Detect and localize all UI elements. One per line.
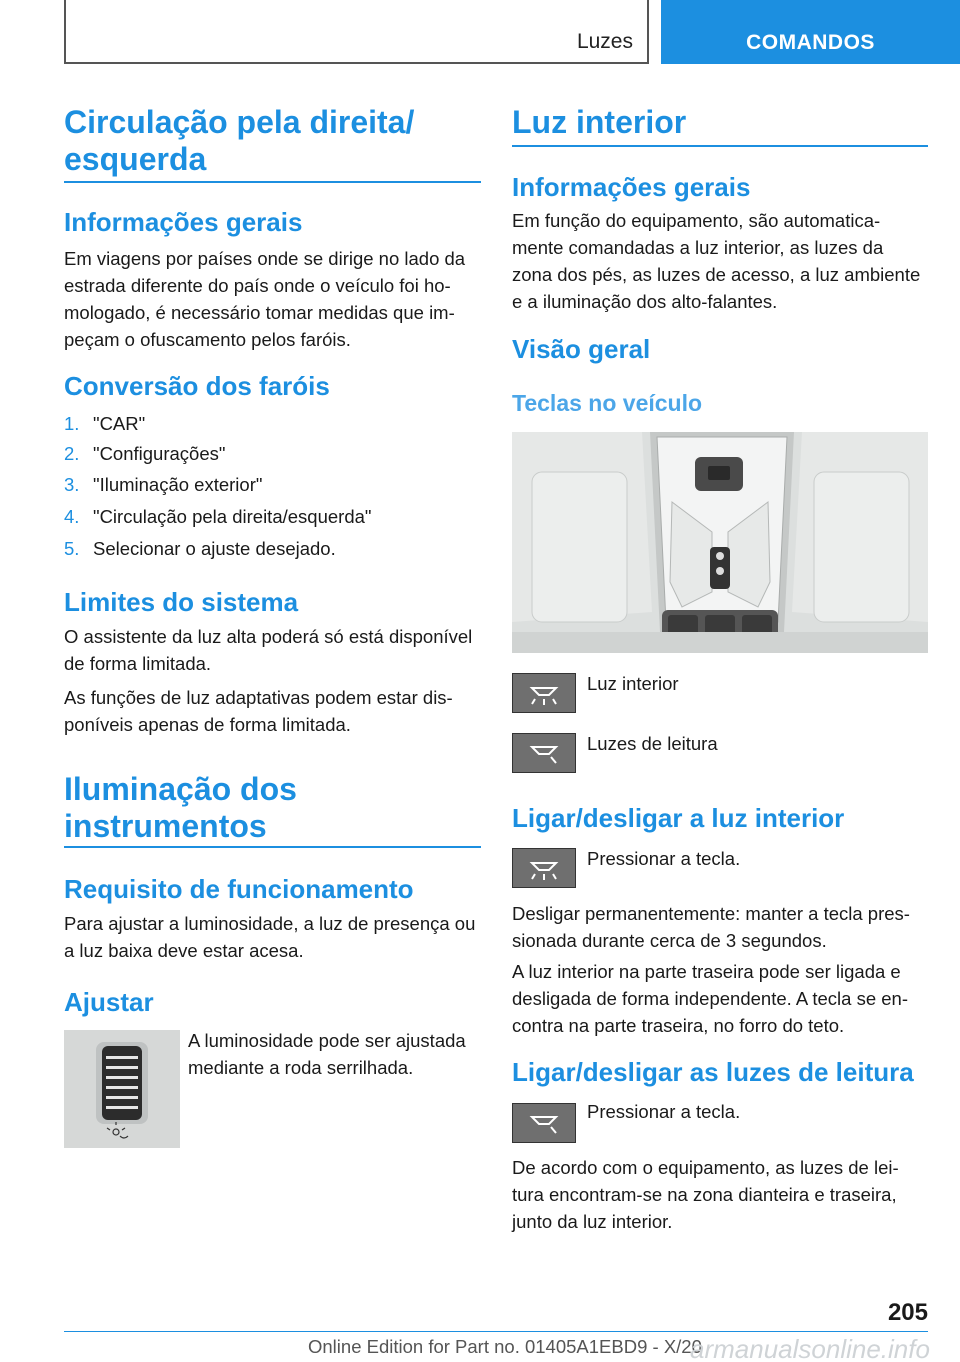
footer-edition: Online Edition for Part no. 01405A1EBD9 - X/20	[308, 1336, 702, 1357]
paragraph-limits-1	[64, 623, 472, 677]
section-title-instrument-lighting	[64, 771, 297, 845]
list-item	[64, 410, 145, 437]
text-line: peçam o ofuscamento pelos faróis.	[64, 329, 351, 350]
page-number: 205	[887, 1299, 928, 1326]
footer-rule	[64, 1331, 928, 1332]
list-number: 4.	[64, 506, 80, 527]
text-line: O assistente da luz alta poderá só está disponível	[64, 626, 473, 647]
watermark: armanualsonline.info	[690, 1334, 930, 1362]
list-item	[64, 471, 262, 498]
text-line: Em viagens por países onde se dirige no lado da	[64, 248, 466, 269]
instruction-press-key: Pressionar a tecla.	[587, 1101, 741, 1122]
paragraph-toggle-reading	[512, 1154, 899, 1235]
heading-toggle-interior: Ligar/desligar a luz interior	[512, 803, 845, 833]
dome-light-icon	[512, 673, 576, 713]
title-rule	[512, 145, 928, 147]
list-number: 2.	[64, 443, 80, 464]
text-line: sionada durante cerca de 3 segundos.	[512, 930, 827, 951]
text-line: contra na parte traseira, no forro do teto.	[512, 1015, 845, 1036]
list-item	[64, 535, 336, 562]
heading-general-info-right: Informações gerais	[512, 172, 751, 202]
paragraph-general-info	[64, 245, 465, 353]
icon-label-interior: Luz interior	[587, 673, 679, 694]
section-title-interior-light: Luz interior	[512, 104, 687, 140]
list-number: 1.	[64, 413, 80, 434]
text-line: Para ajustar a luminosidade, a luz de presença ou	[64, 913, 476, 934]
title-line: Iluminação dos	[64, 771, 297, 807]
paragraph-requirement	[64, 910, 475, 964]
heading-adjust: Ajustar	[64, 987, 154, 1017]
text-line: mologado, é necessário tomar medidas que im-	[64, 302, 455, 323]
instruction-press-key: Pressionar a tecla.	[587, 848, 741, 869]
text-line: tura encontram-se na zona dianteira e traseira,	[512, 1184, 897, 1205]
text-line: e a iluminação dos alto-falantes.	[512, 291, 778, 312]
header-chapter-title: COMANDOS	[746, 31, 875, 54]
text-line: poníveis apenas de forma limitada.	[64, 714, 351, 735]
text-line: As funções de luz adaptativas podem estar dis-	[64, 687, 453, 708]
text-line: de forma limitada.	[64, 653, 212, 674]
text-line: A luz interior na parte traseira pode ser ligada e	[512, 961, 901, 982]
text-line: Desligar permanentemente: manter a tecla pres-	[512, 903, 910, 924]
text-line: A luminosidade pode ser ajustada	[188, 1030, 466, 1051]
text-line: mediante a roda serrilhada.	[188, 1057, 414, 1078]
title-rule	[64, 846, 481, 848]
list-text: "Circulação pela direita/esquerda"	[93, 506, 372, 527]
heading-overview: Visão geral	[512, 334, 651, 364]
list-text: "CAR"	[93, 413, 146, 434]
paragraph-toggle-interior-2	[512, 958, 908, 1039]
text-line: estrada diferente do país onde o veículo foi ho-	[64, 275, 451, 296]
heading-requirement: Requisito de funcionamento	[64, 874, 414, 904]
section-title-driving-side	[64, 104, 414, 178]
heading-general-info: Informações gerais	[64, 207, 303, 237]
title-line: Circulação pela direita/	[64, 104, 415, 140]
text-line: a luz baixa deve estar acesa.	[64, 940, 304, 961]
reading-light-icon	[512, 733, 576, 773]
header-chapter-tab	[661, 0, 960, 64]
paragraph-limits-2	[64, 684, 453, 738]
dimmer-wheel-icon	[64, 1030, 180, 1148]
dome-light-icon	[512, 848, 576, 888]
paragraph-toggle-interior-1	[512, 900, 910, 954]
list-number: 3.	[64, 474, 80, 495]
list-text: Selecionar o ajuste desejado.	[93, 538, 336, 559]
overhead-console-image	[512, 432, 928, 653]
text-line: zona dos pés, as luzes de acesso, a luz ambiente	[512, 264, 921, 285]
title-line: esquerda	[64, 141, 207, 177]
text-line: junto da luz interior.	[512, 1211, 673, 1232]
text-line: mente comandadas a luz interior, as luzes da	[512, 237, 884, 258]
list-item	[64, 440, 225, 467]
header-section-title: Luzes	[576, 30, 633, 53]
paragraph-general-info-right	[512, 207, 920, 315]
reading-light-icon	[512, 1103, 576, 1143]
heading-headlight-conversion: Conversão dos faróis	[64, 371, 330, 401]
header-section-box	[64, 0, 649, 64]
text-line: Em função do equipamento, são automatica-	[512, 210, 881, 231]
heading-toggle-reading: Ligar/desligar as luzes de leitura	[512, 1057, 914, 1087]
paragraph-adjust	[188, 1027, 466, 1081]
title-rule	[64, 181, 481, 183]
text-line: De acordo com o equipamento, as luzes de lei-	[512, 1157, 899, 1178]
heading-buttons-in-vehicle: Teclas no veículo	[512, 390, 703, 416]
list-text: "Configurações"	[93, 443, 226, 464]
list-text: "Iluminação exterior"	[93, 474, 263, 495]
title-line: instrumentos	[64, 808, 267, 844]
icon-label-reading: Luzes de leitura	[587, 733, 718, 754]
list-item	[64, 503, 371, 530]
heading-system-limits: Limites do sistema	[64, 587, 299, 617]
list-number: 5.	[64, 538, 80, 559]
text-line: desligada de forma independente. A tecla se en-	[512, 988, 908, 1009]
